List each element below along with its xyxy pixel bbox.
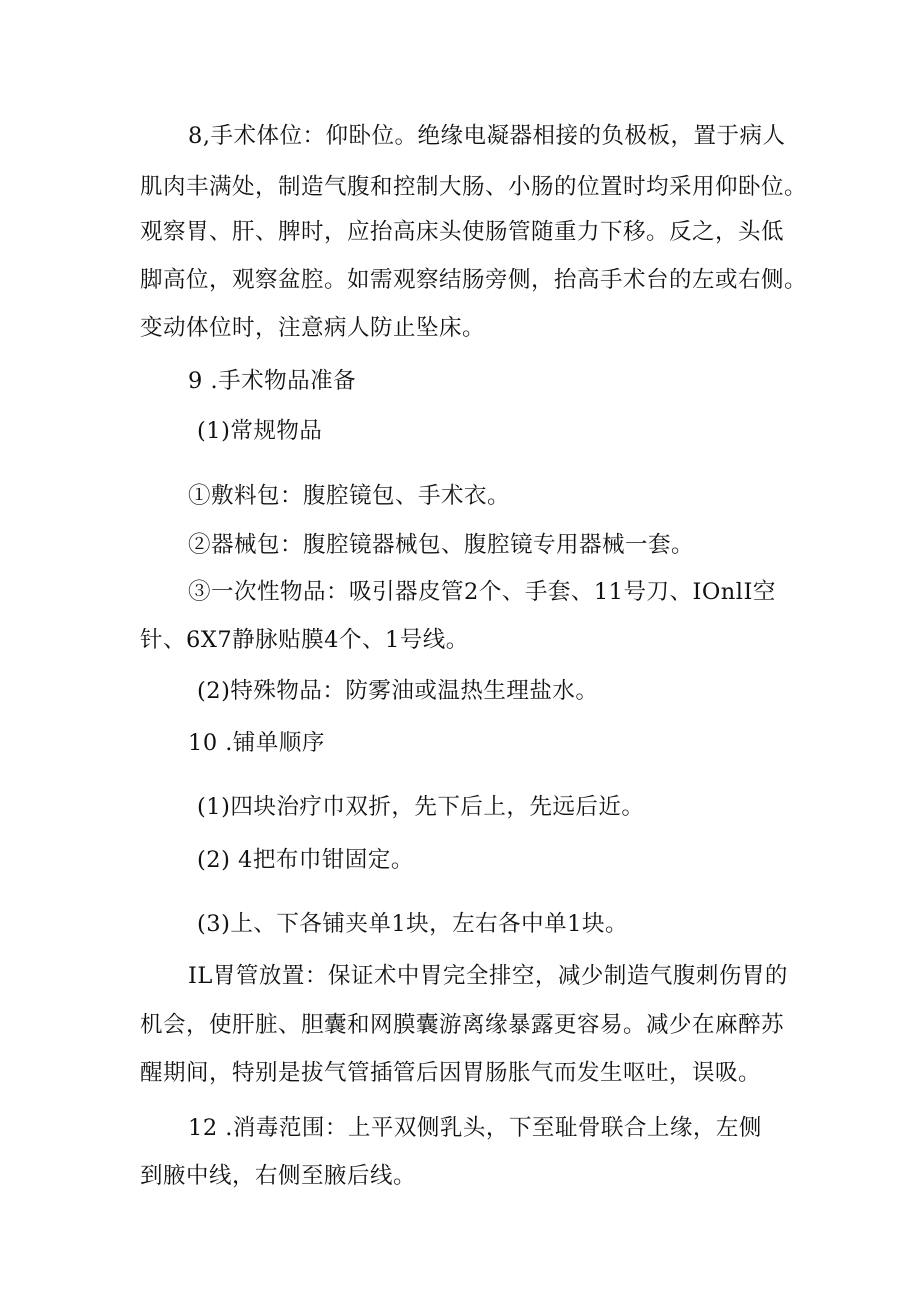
section11-line3: 醒期间，特别是拔气管插管后因胃肠胀气而发生呕吐，误吸。 xyxy=(140,1060,762,1086)
section10-heading: 10 .铺单顺序 xyxy=(188,730,325,756)
section9-item3-line1: ③一次性物品：吸引器皮管2个、手套、11号刀、IOnlI空 xyxy=(188,579,776,605)
para8-line4: 脚高位，观察盆腔。如需观察结肠旁侧，抬高手术台的左或右侧。 xyxy=(140,267,808,293)
section12-line2: 到腋中线，右侧至腋后线。 xyxy=(140,1163,417,1189)
section9-sub1-heading: (1)常规物品 xyxy=(197,418,323,444)
section12-line1: 12 .消毒范围：上平双侧乳头，下至耻骨联合上缘，左侧 xyxy=(188,1115,762,1141)
section10-item2: (2) 4把布巾钳固定。 xyxy=(197,847,414,873)
section10-item3: (3)上、下各铺夹单1块，左右各中单1块。 xyxy=(197,911,629,937)
para8-line1: 8,手术体位：仰卧位。绝缘电凝器相接的负极板，置于病人 xyxy=(188,123,786,149)
para8-line5: 变动体位时，注意病人防止坠床。 xyxy=(140,315,486,341)
section11-line2: 机会，使肝脏、胆囊和网膜囊游离缘暴露更容易。减少在麻醉苏 xyxy=(140,1012,785,1038)
section9-sub2: (2)特殊物品：防雾油或温热生理盐水。 xyxy=(197,678,599,704)
section9-heading: 9 .手术物品准备 xyxy=(188,368,357,394)
section10-item1: (1)四块治疗巾双折，先下后上，先远后近。 xyxy=(197,794,645,820)
para8-line3: 观察胃、肝、脾时，应抬高床头使肠管随重力下移。反之，头低 xyxy=(140,219,785,245)
section9-item3-line2: 针、6X7静脉贴膜4个、1号线。 xyxy=(140,627,469,653)
section9-item2: ②器械包：腹腔镜器械包、腹腔镜专用器械一套。 xyxy=(188,532,695,558)
section9-item1: ①敷料包：腹腔镜包、手术衣。 xyxy=(188,483,511,509)
para8-line2: 肌肉丰满处，制造气腹和控制大肠、小肠的位置时均采用仰卧位。 xyxy=(140,174,808,200)
section11-line1: IL胃管放置：保证术中胃完全排空，减少制造气腹刺伤胃的 xyxy=(188,963,788,989)
